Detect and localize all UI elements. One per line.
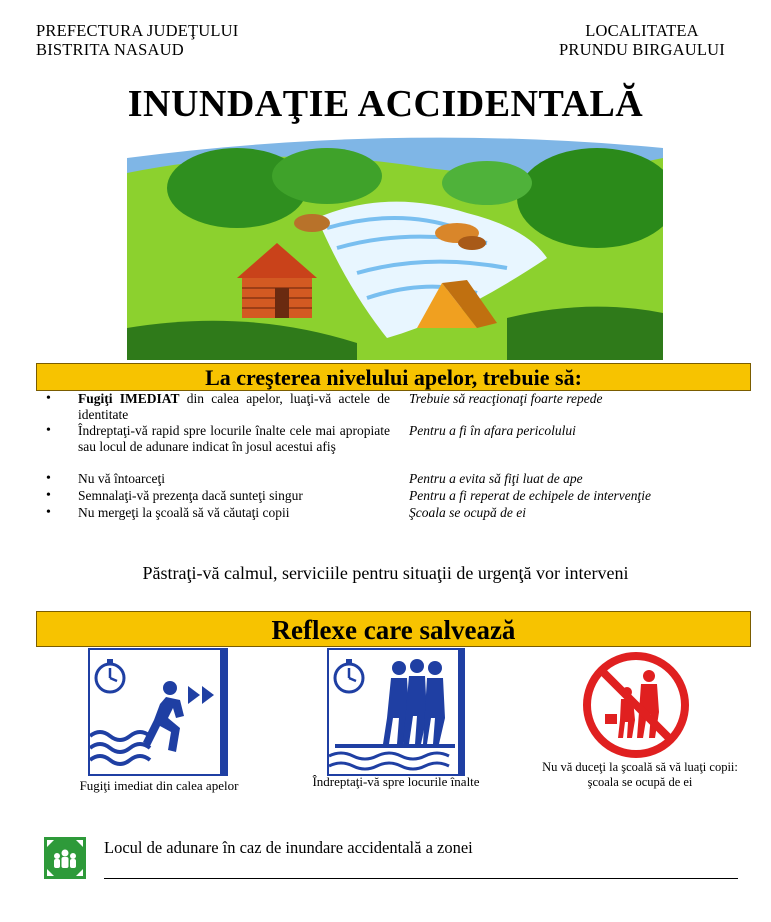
reason-text: Pentru a evita să fiţi luat de ape bbox=[409, 471, 583, 486]
reason-text: Trebuie să reacţionaţi foarte repede bbox=[409, 391, 603, 406]
pictogram-caption: Îndreptaţi-vă spre locurile înalte bbox=[312, 774, 480, 789]
locality-line1: LOCALITATEA bbox=[585, 21, 699, 40]
action-text: Îndreptaţi-vă rapid spre locurile înalte cele mai apropiate sau locul de adunare indicat în josul acestui afiş bbox=[78, 423, 390, 454]
header-left bbox=[36, 21, 238, 59]
bullet: • bbox=[46, 471, 51, 486]
list-item bbox=[46, 471, 746, 488]
locality-line2: PRUNDU BIRGAULUI bbox=[559, 40, 725, 59]
caption-line2: şcoala se ocupă de ei bbox=[587, 775, 693, 789]
list-item bbox=[46, 423, 746, 471]
page-title: INUNDAŢIE ACCIDENTALĂ bbox=[127, 83, 644, 125]
assembly-point-fill-line bbox=[104, 878, 738, 879]
action-text: Nu mergeţi la şcoală să vă căutaţi copii bbox=[78, 505, 290, 520]
go-to-high-ground-icon bbox=[327, 648, 465, 776]
calm-message: Păstraţi-vă calmul, serviciile pentru situaţii de urgenţă vor interveni bbox=[142, 563, 629, 583]
actions-list bbox=[46, 391, 746, 522]
action-text: Nu vă întoarceţi bbox=[78, 471, 165, 486]
prefecture-line1: PREFECTURA JUDEŢULUI bbox=[36, 21, 239, 40]
bullet: • bbox=[46, 505, 51, 520]
reason-text: Pentru a fi reperat de echipele de intervenţie bbox=[409, 488, 652, 503]
pictogram-caption bbox=[520, 760, 760, 790]
reason-text: Pentru a fi în afara pericolului bbox=[409, 423, 576, 438]
assembly-point-label: Locul de adunare în caz de inundare accidentală a zonei bbox=[104, 838, 473, 857]
section2-heading: Reflexe care salvează bbox=[36, 611, 751, 647]
list-item bbox=[46, 391, 746, 423]
action-text: Fugiţi IMEDIAT din calea apelor, luaţi-vă actele de identitate bbox=[78, 391, 390, 422]
bullet: • bbox=[46, 391, 51, 406]
bullet: • bbox=[46, 423, 51, 438]
flood-illustration bbox=[127, 128, 663, 360]
action-text: Semnalaţi-vă prezenţa dacă sunteţi singur bbox=[78, 488, 303, 503]
header-right bbox=[550, 21, 734, 59]
no-school-pickup-icon bbox=[581, 650, 691, 760]
section1-heading: La creşterea nivelului apelor, trebuie să: bbox=[36, 363, 751, 391]
assembly-point-icon bbox=[44, 837, 86, 879]
prefecture-line2: BISTRITA NASAUD bbox=[36, 40, 184, 59]
run-from-water-icon bbox=[88, 648, 228, 776]
list-item bbox=[46, 505, 746, 522]
bullet: • bbox=[46, 488, 51, 503]
caption-line1: Nu vă duceţi la şcoală să vă luaţi copii: bbox=[542, 760, 738, 774]
pictogram-caption: Fugiţi imediat din calea apelor bbox=[79, 778, 239, 793]
action-strong: Fugiţi IMEDIAT bbox=[78, 391, 180, 406]
reason-text: Şcoala se ocupă de ei bbox=[409, 505, 526, 520]
list-item bbox=[46, 488, 746, 505]
